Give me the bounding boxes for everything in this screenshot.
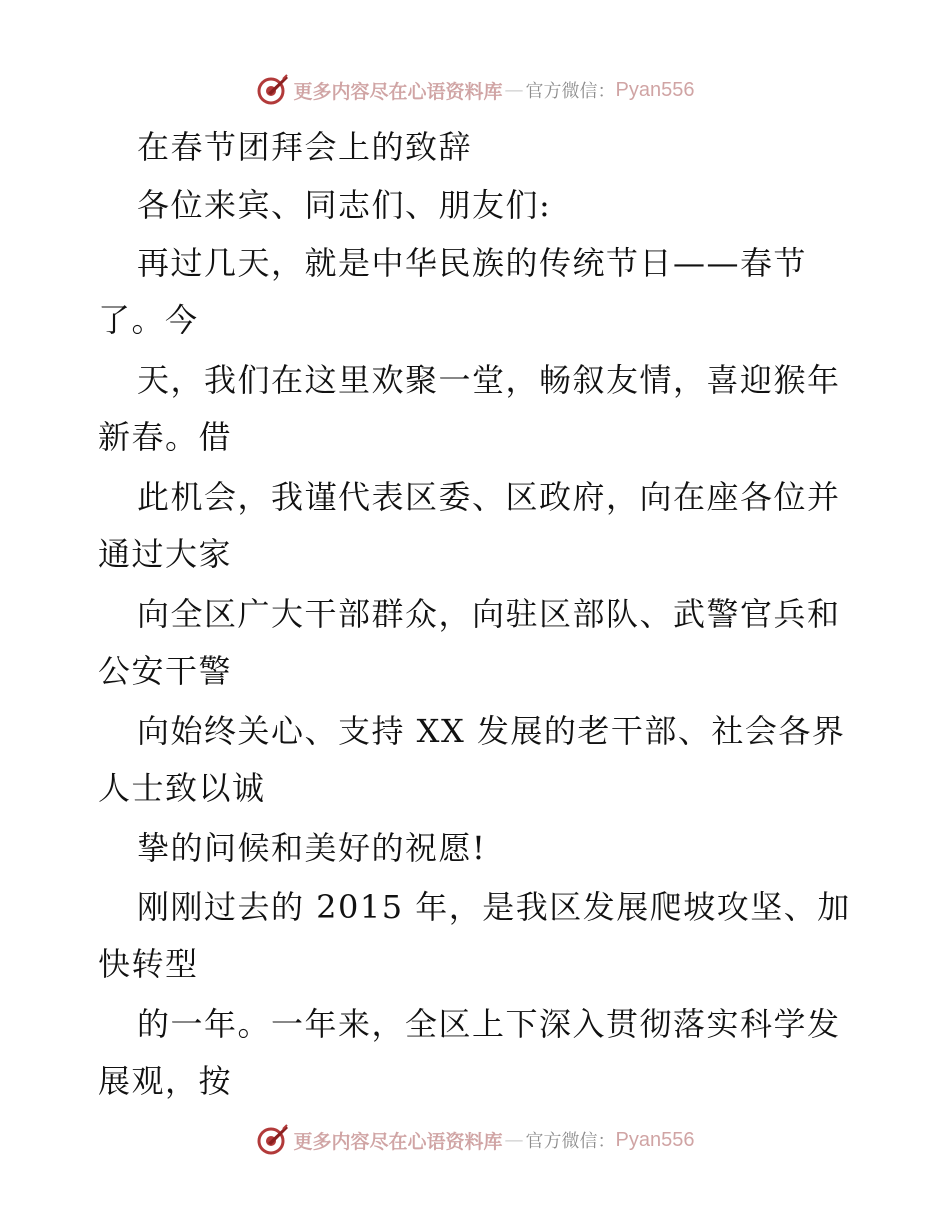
text-line: 刚刚过去的 2015 年，是我区发展爬坡攻坚、加 bbox=[137, 888, 851, 926]
text-line: 新春。借 bbox=[98, 418, 233, 456]
text-line: 通过大家 bbox=[98, 535, 233, 573]
watermark-wechat-id: Pyan556 bbox=[615, 78, 695, 101]
text-line: 展观，按 bbox=[98, 1062, 233, 1100]
text-line: 人士致以诚 bbox=[98, 769, 266, 807]
footer-watermark bbox=[0, 1120, 950, 1160]
watermark-text: 更多内容尽在心语资料库 bbox=[293, 1130, 503, 1153]
watermark-dash: — bbox=[504, 79, 524, 101]
text-line: 挚的问候和美好的祝愿! bbox=[137, 829, 487, 867]
text-line: 向始终关心、支持 XX 发展的老干部、社会各界 bbox=[137, 712, 846, 750]
text-line: 快转型 bbox=[98, 945, 199, 983]
watermark-wechat-id: Pyan556 bbox=[615, 1128, 695, 1151]
text-line: 的一年。一年来，全区上下深入贯彻落实科学发 bbox=[137, 1005, 841, 1043]
watermark-wechat-label: 官方微信： bbox=[525, 81, 616, 102]
text-line: 向全区广大干部群众，向驻区部队、武警官兵和 bbox=[137, 595, 841, 633]
text-line: 此机会，我谨代表区委、区政府，向在座各位并 bbox=[137, 478, 841, 516]
text-line: 公安干警 bbox=[98, 652, 233, 690]
watermark-text: 更多内容尽在心语资料库 bbox=[293, 80, 503, 103]
watermark-wechat-label: 官方微信： bbox=[525, 1131, 616, 1152]
quill-logo-icon bbox=[256, 73, 290, 107]
text-line: 了。今 bbox=[98, 301, 199, 339]
text-line: 再过几天，就是中华民族的传统节日——春节 bbox=[137, 244, 808, 282]
salutation: 各位来宾、同志们、朋友们: bbox=[137, 186, 552, 224]
quill-logo-icon bbox=[256, 1123, 290, 1157]
document-title: 在春节团拜会上的致辞 bbox=[137, 128, 473, 166]
header-watermark bbox=[0, 70, 950, 110]
watermark-dash: — bbox=[504, 1129, 524, 1151]
text-line: 天，我们在这里欢聚一堂，畅叙友情，喜迎猴年 bbox=[137, 361, 841, 399]
